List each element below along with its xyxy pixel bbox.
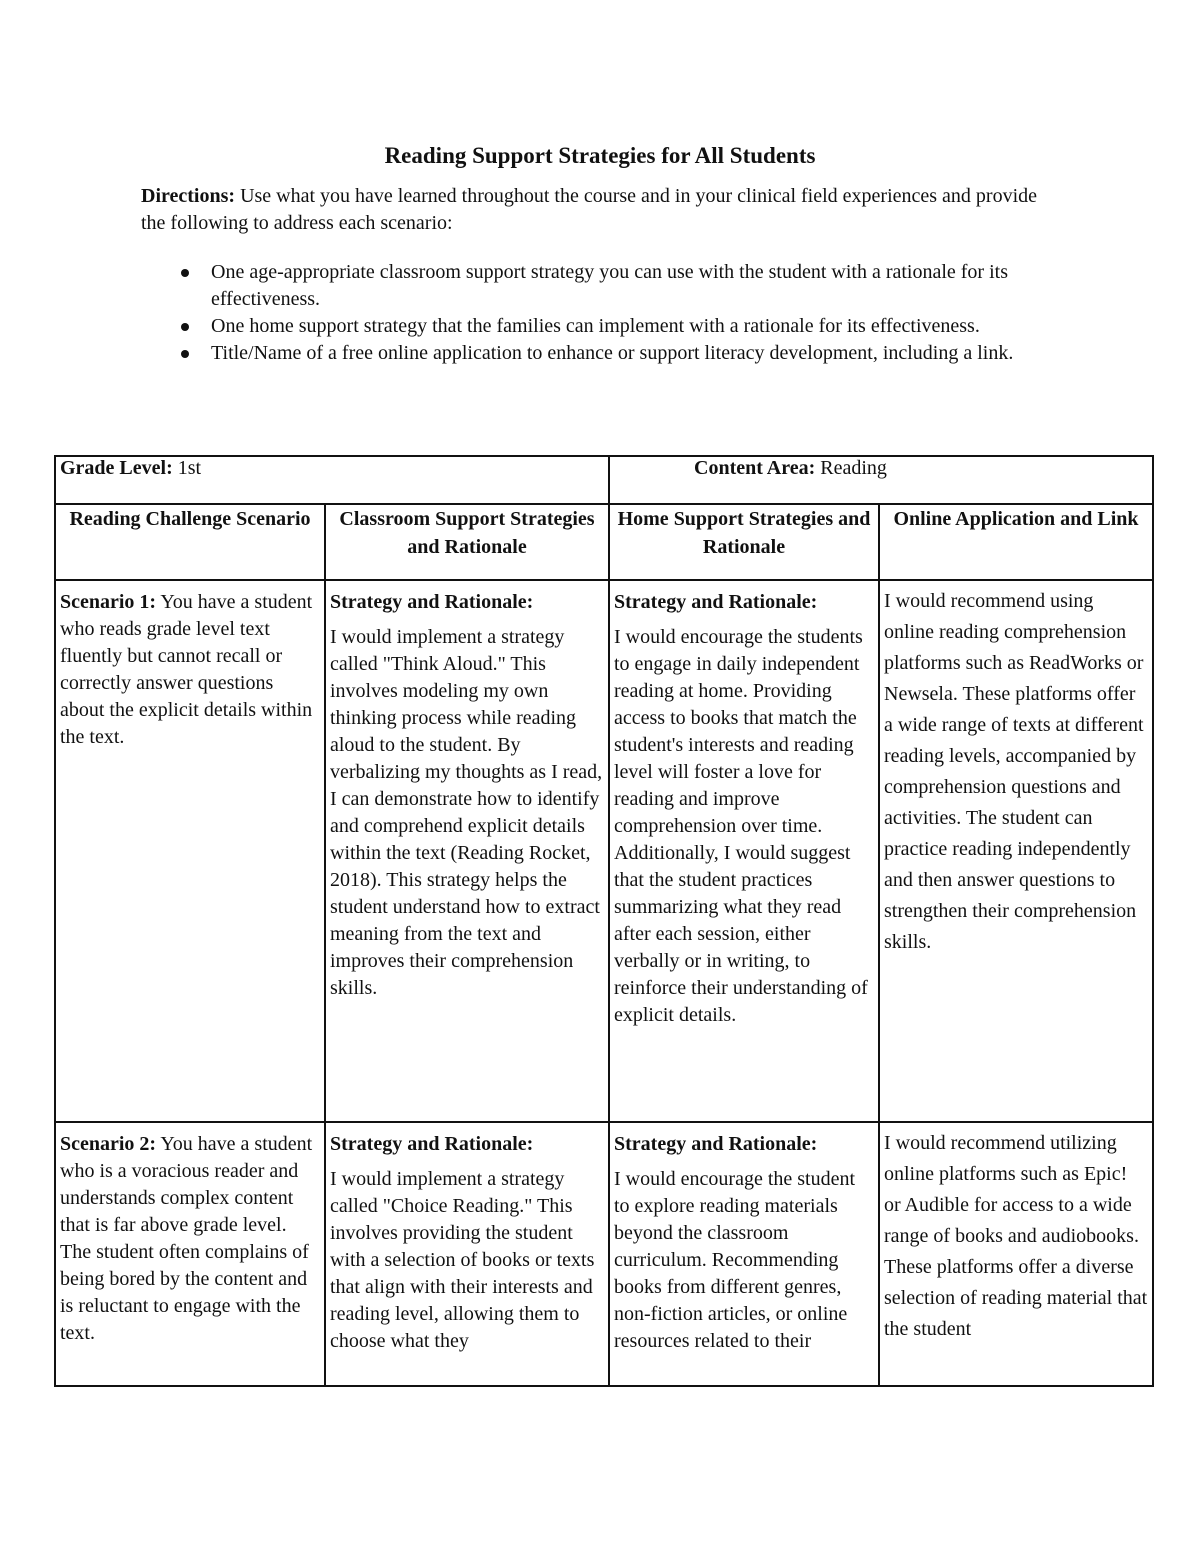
classroom-cell: Strategy and Rationale: I would implement a strategy called "Choice Reading." This involves providing the student with a selection of books or texts that align with their interests and reading level, allowing them to choose what they bbox=[325, 1122, 609, 1386]
classroom-cell: Strategy and Rationale: I would implement a strategy called "Think Aloud." This involves modeling my own thinking process while reading aloud to the student. By verbalizing my thoughts as I read, I can demonstrate how to identify and comprehend explicit details within the text (Reading Rocket, 2018). This strategy helps the student understand how to extract meaning from the text and improves their comprehension skills. bbox=[325, 580, 609, 1122]
grade-row bbox=[55, 456, 1153, 504]
home-cell: Strategy and Rationale: I would encourage the student to explore reading materials beyond the classroom curriculum. Recommending books from different genres, non-fiction articles, or online resources related to their bbox=[609, 1122, 879, 1386]
home-cell: Strategy and Rationale: I would encourage the students to engage in daily independent reading at home. Providing access to books that match the student's interests and reading level will foster a love for reading and improve comprehension over time. Additionally, I would suggest that the student practices summarizing what they read after each session, either verbally or in writing, to reinforce their understanding of explicit details. bbox=[609, 580, 879, 1122]
table-header-row bbox=[55, 504, 1153, 580]
bullet-icon bbox=[181, 323, 189, 331]
bullet-icon bbox=[181, 269, 189, 277]
list-item: One home support strategy that the families can implement with a rationale for its effectiveness. bbox=[141, 313, 1021, 340]
directions-paragraph bbox=[141, 183, 1041, 237]
content-area-cell: Content Area: Reading bbox=[609, 456, 1153, 504]
table-row bbox=[55, 1122, 1153, 1386]
directions-label: Directions: bbox=[141, 185, 236, 207]
grade-level-cell: Grade Level: 1st bbox=[55, 456, 609, 504]
scenario-cell: Scenario 1: You have a student who reads grade level text fluently but cannot recall or correctly answer questions about the explicit details within the text. bbox=[55, 580, 325, 1122]
list-item: One age-appropriate classroom support strategy you can use with the student with a rationale for its effectiveness. bbox=[141, 259, 1021, 313]
online-cell: I would recommend utilizing online platforms such as Epic! or Audible for access to a wide range of books and audiobooks. These platforms offer a diverse selection of reading material that the student bbox=[879, 1122, 1153, 1386]
online-cell: I would recommend using online reading comprehension platforms such as ReadWorks or Newsela. These platforms offer a wide range of texts at different reading levels, accompanied by comprehension questions and activities. The student can practice reading independently and then answer questions to strengthen their comprehension skills. bbox=[879, 580, 1153, 1122]
header-home: Home Support Strategies and Rationale bbox=[609, 504, 879, 580]
header-classroom: Classroom Support Strategies and Rationale bbox=[325, 504, 609, 580]
list-item: Title/Name of a free online application to enhance or support literacy development, including a link. bbox=[141, 340, 1021, 367]
header-scenario: Reading Challenge Scenario bbox=[55, 504, 325, 580]
document-title: Reading Support Strategies for All Students bbox=[384, 143, 816, 168]
header-online: Online Application and Link bbox=[879, 504, 1153, 580]
scenario-cell: Scenario 2: You have a student who is a voracious reader and understands complex content that is far above grade level. The student often complains of being bored by the content and is reluctant to engage with the text. bbox=[55, 1122, 325, 1386]
requirements-list bbox=[141, 259, 1021, 367]
strategies-table bbox=[54, 455, 1154, 1387]
directions-text: Use what you have learned throughout the course and in your clinical field experiences and provide the following to address each scenario: bbox=[141, 185, 1038, 234]
table-row bbox=[55, 580, 1153, 1122]
bullet-icon bbox=[181, 350, 189, 358]
